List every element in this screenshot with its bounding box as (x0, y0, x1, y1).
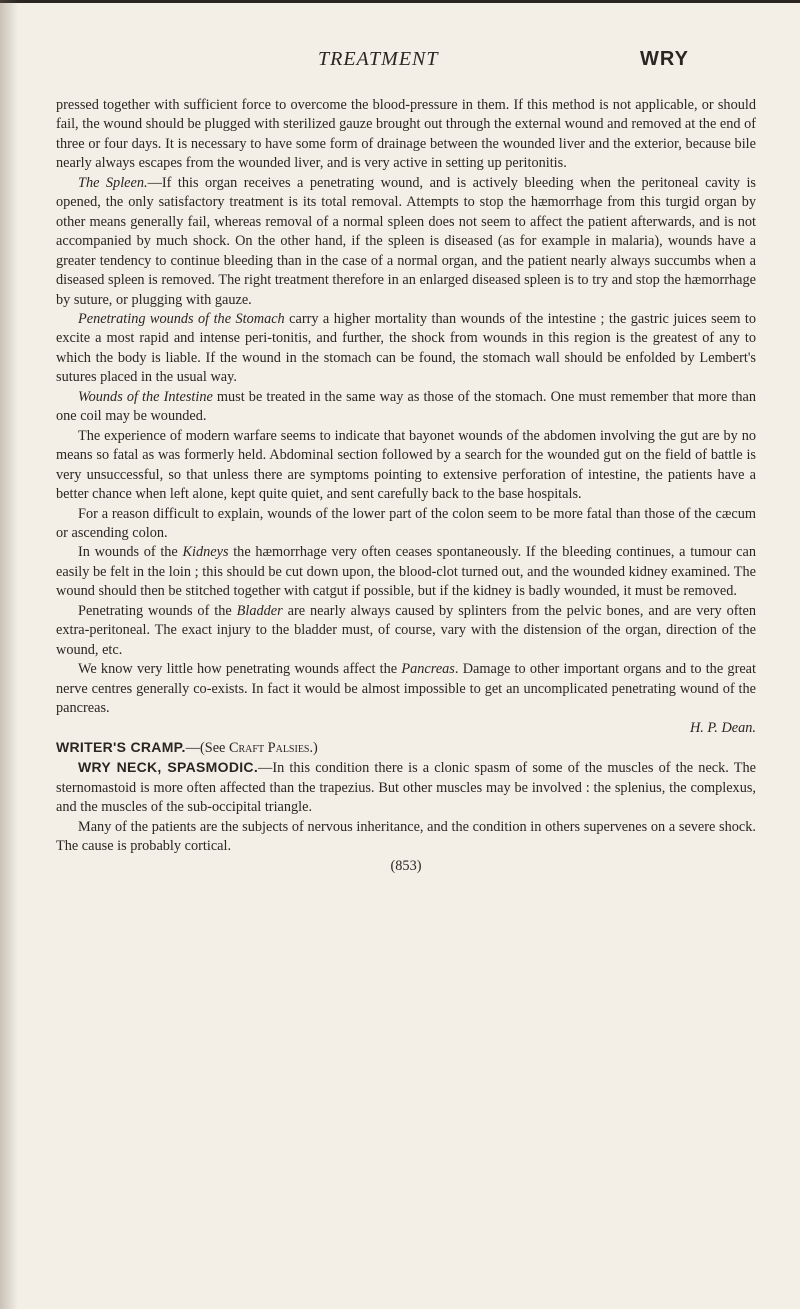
paragraph-kidneys (56, 543, 756, 601)
heading-intestine: Wounds of the Intestine (78, 388, 213, 405)
paragraph-spleen (56, 174, 756, 310)
running-head (0, 48, 800, 78)
heading-writers-cramp: WRITER'S CRAMP. (56, 738, 186, 755)
paragraph-colon: For a reason difficult to explain, wounds of the lower part of the colon seem to be more fatal than those of the cæcum or ascending colon. (56, 505, 756, 541)
text-stomach: carry a higher mortality than wounds of the intestine ; the gastric juices seem to excite a most rapid and intense peri-tonitis, and further, the shock from wounds in this region is the greatest of any to which the body is liable. If the wound in the stomach can be found, the stomach wall should be enfolded by Lembert's sutures placed in the usual way. (56, 310, 757, 386)
text-bladder: are nearly always caused by splinters from the pelvic bones, and are very often extra-peritoneal. The exact injury to the bladder must, of course, vary with the distension of the organ, direction of the wound, etc. (56, 602, 756, 658)
heading-kidneys: Kidneys (182, 544, 229, 561)
author-signature: H. P. Dean. (689, 719, 756, 736)
heading-spleen: The Spleen. (78, 174, 148, 191)
cross-reference-link[interactable]: Craft Palsies (228, 739, 310, 756)
paragraph-intestine (56, 388, 756, 427)
paragraph-liver: pressed together with sufficient force to overcome the blood-pressure in them. If this method is not applicable, or should fail, the wound should be plugged with sterilized gauze brought out through the external wound and removed at the end of three or four days. It is necessary to have some form of drainage between the wounded liver and the exterior, because bile nearly always escapes from the wounded liver, and is very active in setting up peritonitis. (56, 97, 756, 172)
writers-cramp-pre: —(See (185, 739, 229, 756)
running-head-word: WRY (640, 48, 689, 70)
paragraph-bladder (56, 602, 756, 660)
bladder-lead: Penetrating wounds of the (78, 602, 237, 619)
text-spleen: —If this organ receives a penetrating wound, and is actively bleeding when the peritoneal cavity is opened, the only satisfactory treatment is its total removal. Attempts to stop the hæmorrhage from this turgid organ by other means generally fail, whereas removal of a normal spleen does not seem to affect the patient afterwards, and is not accompanied by much shock. On the other hand, if the spleen is diseased (as for example in malaria), wounds have a greater tendency to continue bleeding than in the case of a normal organ, and the patient nearly always succumbs when a diseased spleen is removed. The right treatment therefore in an enlarged diseased spleen is to try and stop the hæmorrhage by suture, or plugging with gauze. (56, 174, 756, 308)
running-head-title: TREATMENT (318, 48, 439, 70)
paragraph-warfare: The experience of modern warfare seems to indicate that bayonet wounds of the abdomen involving the gut are by no means so fatal as was formerly held. Abdominal section followed by a search for the wounded gut on the field of battle is very unsuccessful, so that unless there are symptoms pointing to extensive perforation of intestine, the patients have a better chance when left alone, kept quite quiet, and sent carefully back to the base hospitals. (56, 427, 756, 503)
text-wry-neck: —In this condition there is a clonic spasm of some of the muscles of the neck. The sternomastoid is more often affected than the trapezius. But other muscles may be involved : the splenius, the complexus, and the muscles of the sub-occipital triangle. (56, 760, 756, 816)
heading-wry-neck: WRY NECK, SPASMODIC. (78, 759, 259, 776)
entry-writers-cramp (56, 738, 756, 758)
paragraph-pancreas (56, 660, 756, 718)
heading-pancreas: Pancreas (401, 661, 455, 678)
entry-wry-neck (56, 758, 756, 817)
kidney-lead: In wounds of the (78, 544, 183, 561)
page-number: (853) (390, 857, 422, 874)
paragraph-stomach (56, 310, 756, 388)
top-rule (0, 0, 800, 3)
text-pancreas: . Damage to other important organs and to the great nerve centres generally co-exists. In fact it would be almost impossible to get an uncomplicated penetrating wound of the pancreas. (56, 661, 756, 717)
text-kidneys: the hæmorrhage very often ceases spontaneously. If the bleeding continues, a tumour can easily be felt in the loin ; this should be cut down upon, the blood-clot turned out, and the wounded kidney examined. The wound should then be stitched together with catgut if possible, but if the kidney is badly wounded, it must be removed. (56, 544, 756, 600)
page-body (56, 96, 756, 876)
writers-cramp-post: .) (309, 739, 318, 756)
paragraph-wry-neck-causes: Many of the patients are the subjects of nervous inheritance, and the condition in others supervenes on a severe shock. The cause is probably cortical. (56, 818, 756, 855)
scan-shadow (0, 0, 18, 1309)
text-intestine: must be treated in the same way as those of the stomach. One must remember that more than one coil may be wounded. (56, 388, 756, 425)
heading-bladder: Bladder (236, 602, 283, 619)
pancreas-lead: We know very little how penetrating wounds affect the (78, 661, 402, 678)
heading-stomach: Penetrating wounds of the Stomach (78, 310, 285, 327)
